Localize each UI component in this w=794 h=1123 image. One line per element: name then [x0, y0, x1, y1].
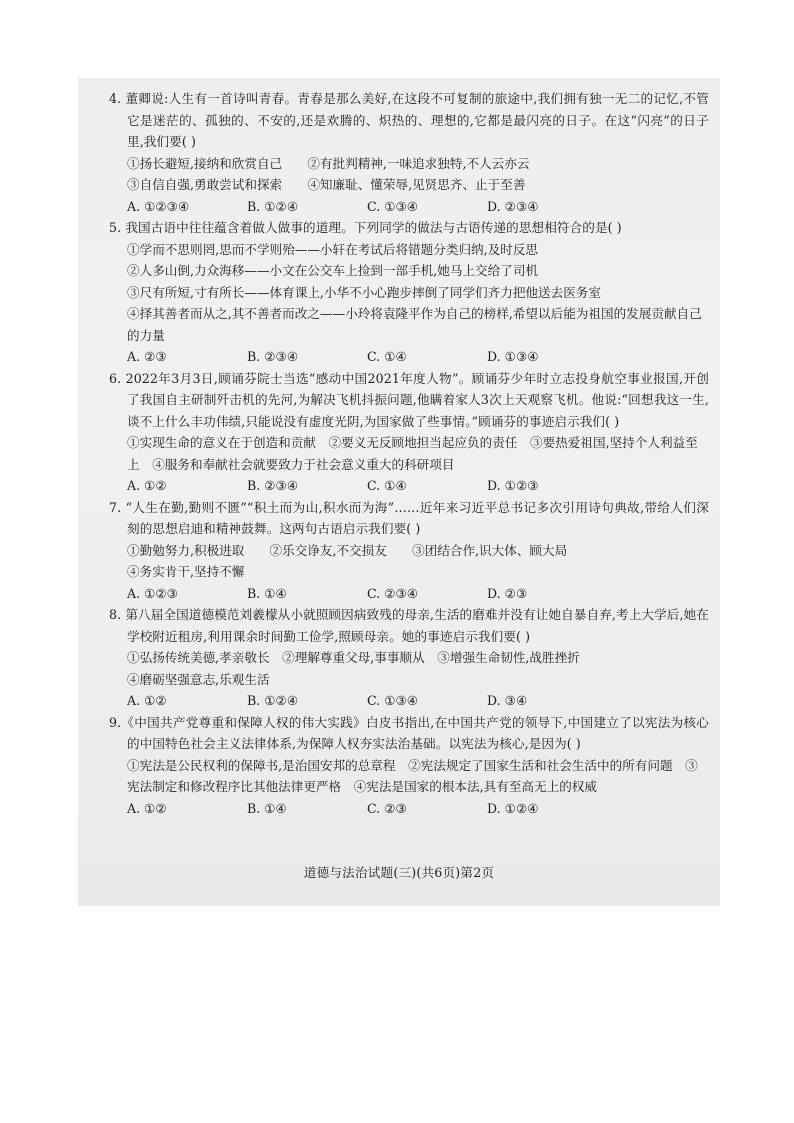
option-a: A. ①②③④	[127, 198, 190, 214]
statement-list	[109, 540, 709, 583]
option-d: D. ②③	[487, 585, 528, 601]
statement-line: ①勤勉努力,积极进取 ②乐交诤友,不交损友 ③团结合作,识大体、顾大局	[127, 542, 568, 558]
question-stem: 9.《中国共产党尊重和保障人权的伟大实践》白皮书指出,在中国共产党的领导下,中国建立了以宪法为核心的中国特色社会主义法律体系,为保障人权夯实法治基础。以宪法为核心,是因为( )	[109, 714, 709, 751]
option-d: D. ①②④	[487, 800, 539, 816]
answer-options	[109, 583, 709, 605]
option-b: B. ②③④	[247, 349, 299, 364]
statement-line: ①学而不思则罔,思而不学则殆——小轩在考试后将错题分类归纳,及时反思	[127, 241, 539, 257]
option-a: A. ②③	[127, 349, 167, 364]
question-8	[109, 604, 709, 712]
statement-line: ①实现生命的意义在于创造和贡献 ②要义无反顾地担当起应负的责任 ③要热爱祖国,坚持个人利益至上 ④服务和奉献社会就要致力于社会意义重大的科研项目	[127, 435, 698, 472]
option-d: D. ②③④	[487, 198, 539, 214]
statement-line: ①扬长避短,接纳和欣赏自己 ②有批判精神,一味追求独特,不人云亦云	[127, 155, 530, 171]
question-stem: 5. 我国古语中往往蕴含着做人做事的道理。下列同学的做法与古语传递的思想相符合的是( )	[109, 220, 622, 235]
question-7	[109, 497, 709, 605]
question-stem: 8. 第八届全国道德模范刘羲檬从小就照顾因病致残的母亲,生活的磨难并没有让她自暴自弃,考上大学后,她在学校附近租房,利用课余时间勤工俭学,照顾母亲。她的事迹启示我们要( )	[109, 607, 709, 644]
option-c: C. ①③④	[367, 198, 419, 214]
option-c: C. ②③	[367, 800, 407, 816]
question-list	[109, 88, 709, 819]
answer-options	[109, 475, 709, 497]
option-a: A. ①②	[127, 693, 167, 708]
statement-line: ①弘扬传统美德,孝亲敬长 ②理解尊重父母,事事顺从 ③增强生命韧性,战胜挫折	[127, 650, 580, 665]
question-stem: 7. “人生在勤,勤则不匮”“积土而为山,积水而为海”……近年来习近平总书记多次引用诗句典故,带给人们深刻的思想启迪和精神鼓舞。这两句古语启示我们要( )	[109, 499, 709, 536]
answer-options	[109, 346, 709, 368]
statement-list	[109, 432, 709, 475]
statement-list	[109, 239, 709, 347]
question-6	[109, 368, 709, 497]
statement-list	[109, 153, 709, 196]
option-d: D. ①②③	[487, 478, 539, 493]
option-d: D. ①③④	[487, 349, 539, 364]
option-a: A. ①②③	[127, 585, 178, 601]
statement-list	[109, 647, 709, 690]
option-c: C. ①④	[367, 478, 407, 493]
option-a: A. ①②	[127, 478, 167, 493]
option-b: B. ②③④	[247, 478, 299, 493]
question-5	[109, 217, 709, 368]
option-b: B. ①②④	[247, 198, 299, 214]
option-a: A. ①②	[127, 800, 167, 816]
statement-line: ④磨砺坚强意志,乐观生活	[127, 671, 270, 687]
question-stem: 6. 2022年3月3日,顾诵芬院士当选“感动中国2021年度人物”。顾诵芬少年时立志投身航空事业报国,开创了我国自主研制歼击机的先河,为解决飞机抖振问题,他瞒着家人3次上天观察飞机。他说:“回想我这一生,谈不上什么丰功伟绩,只能说没有虚度光阴,为国家做了些事情。”顾诵芬的事迹启示我们( )	[109, 370, 709, 429]
statement-line: ①宪法是公民权利的保障书,是治国安邦的总章程 ②宪法规定了国家生活和社会生活中的所有问题 ③宪法制定和修改程序比其他法律更严格 ④宪法是国家的根本法,具有至高无上的权威	[127, 757, 698, 794]
option-d: D. ③④	[487, 693, 528, 708]
option-c: C. ①④	[367, 349, 407, 364]
answer-options	[109, 798, 709, 820]
option-c: C. ②③④	[367, 585, 419, 601]
question-4	[109, 88, 709, 217]
option-b: B. ①④	[247, 585, 287, 601]
option-b: B. ①②④	[247, 693, 299, 708]
page-footer: 道德与法治试题(三)(共6页)第2页	[303, 865, 495, 880]
question-stem: 4. 董卿说:人生有一首诗叫青春。青春是那么美好,在这段不可复制的旅途中,我们拥有独一无二的记忆,不管它是迷茫的、孤独的、不安的,还是欢腾的、炽热的、理想的,它都是最闪亮的日子。在这“闪亮”的日子里,我们要( )	[109, 91, 709, 149]
statement-line: ④择其善者而从之,其不善者而改之——小玲将袁隆平作为自己的榜样,希望以后能为祖国的发展贡献自己的力量	[127, 306, 702, 343]
exam-page	[78, 78, 720, 906]
question-9	[109, 712, 709, 820]
answer-options	[109, 690, 709, 712]
statement-line: ③自信自强,勇敢尝试和探索 ④知廉耻、懂荣辱,见贤思齐、止于至善	[127, 177, 526, 192]
statement-line: ②人多山倒,力众海移——小文在公交车上捡到一部手机,她马上交给了司机	[127, 263, 539, 278]
statement-line: ④务实肯干,坚持不懈	[127, 564, 245, 579]
option-b: B. ①④	[247, 800, 287, 816]
statement-line: ③尺有所短,寸有所长——体育课上,小华不小心跑步摔倒了同学们齐力把他送去医务室	[127, 284, 601, 300]
option-c: C. ①③④	[367, 693, 419, 708]
statement-list	[109, 755, 709, 798]
answer-options	[109, 196, 709, 218]
